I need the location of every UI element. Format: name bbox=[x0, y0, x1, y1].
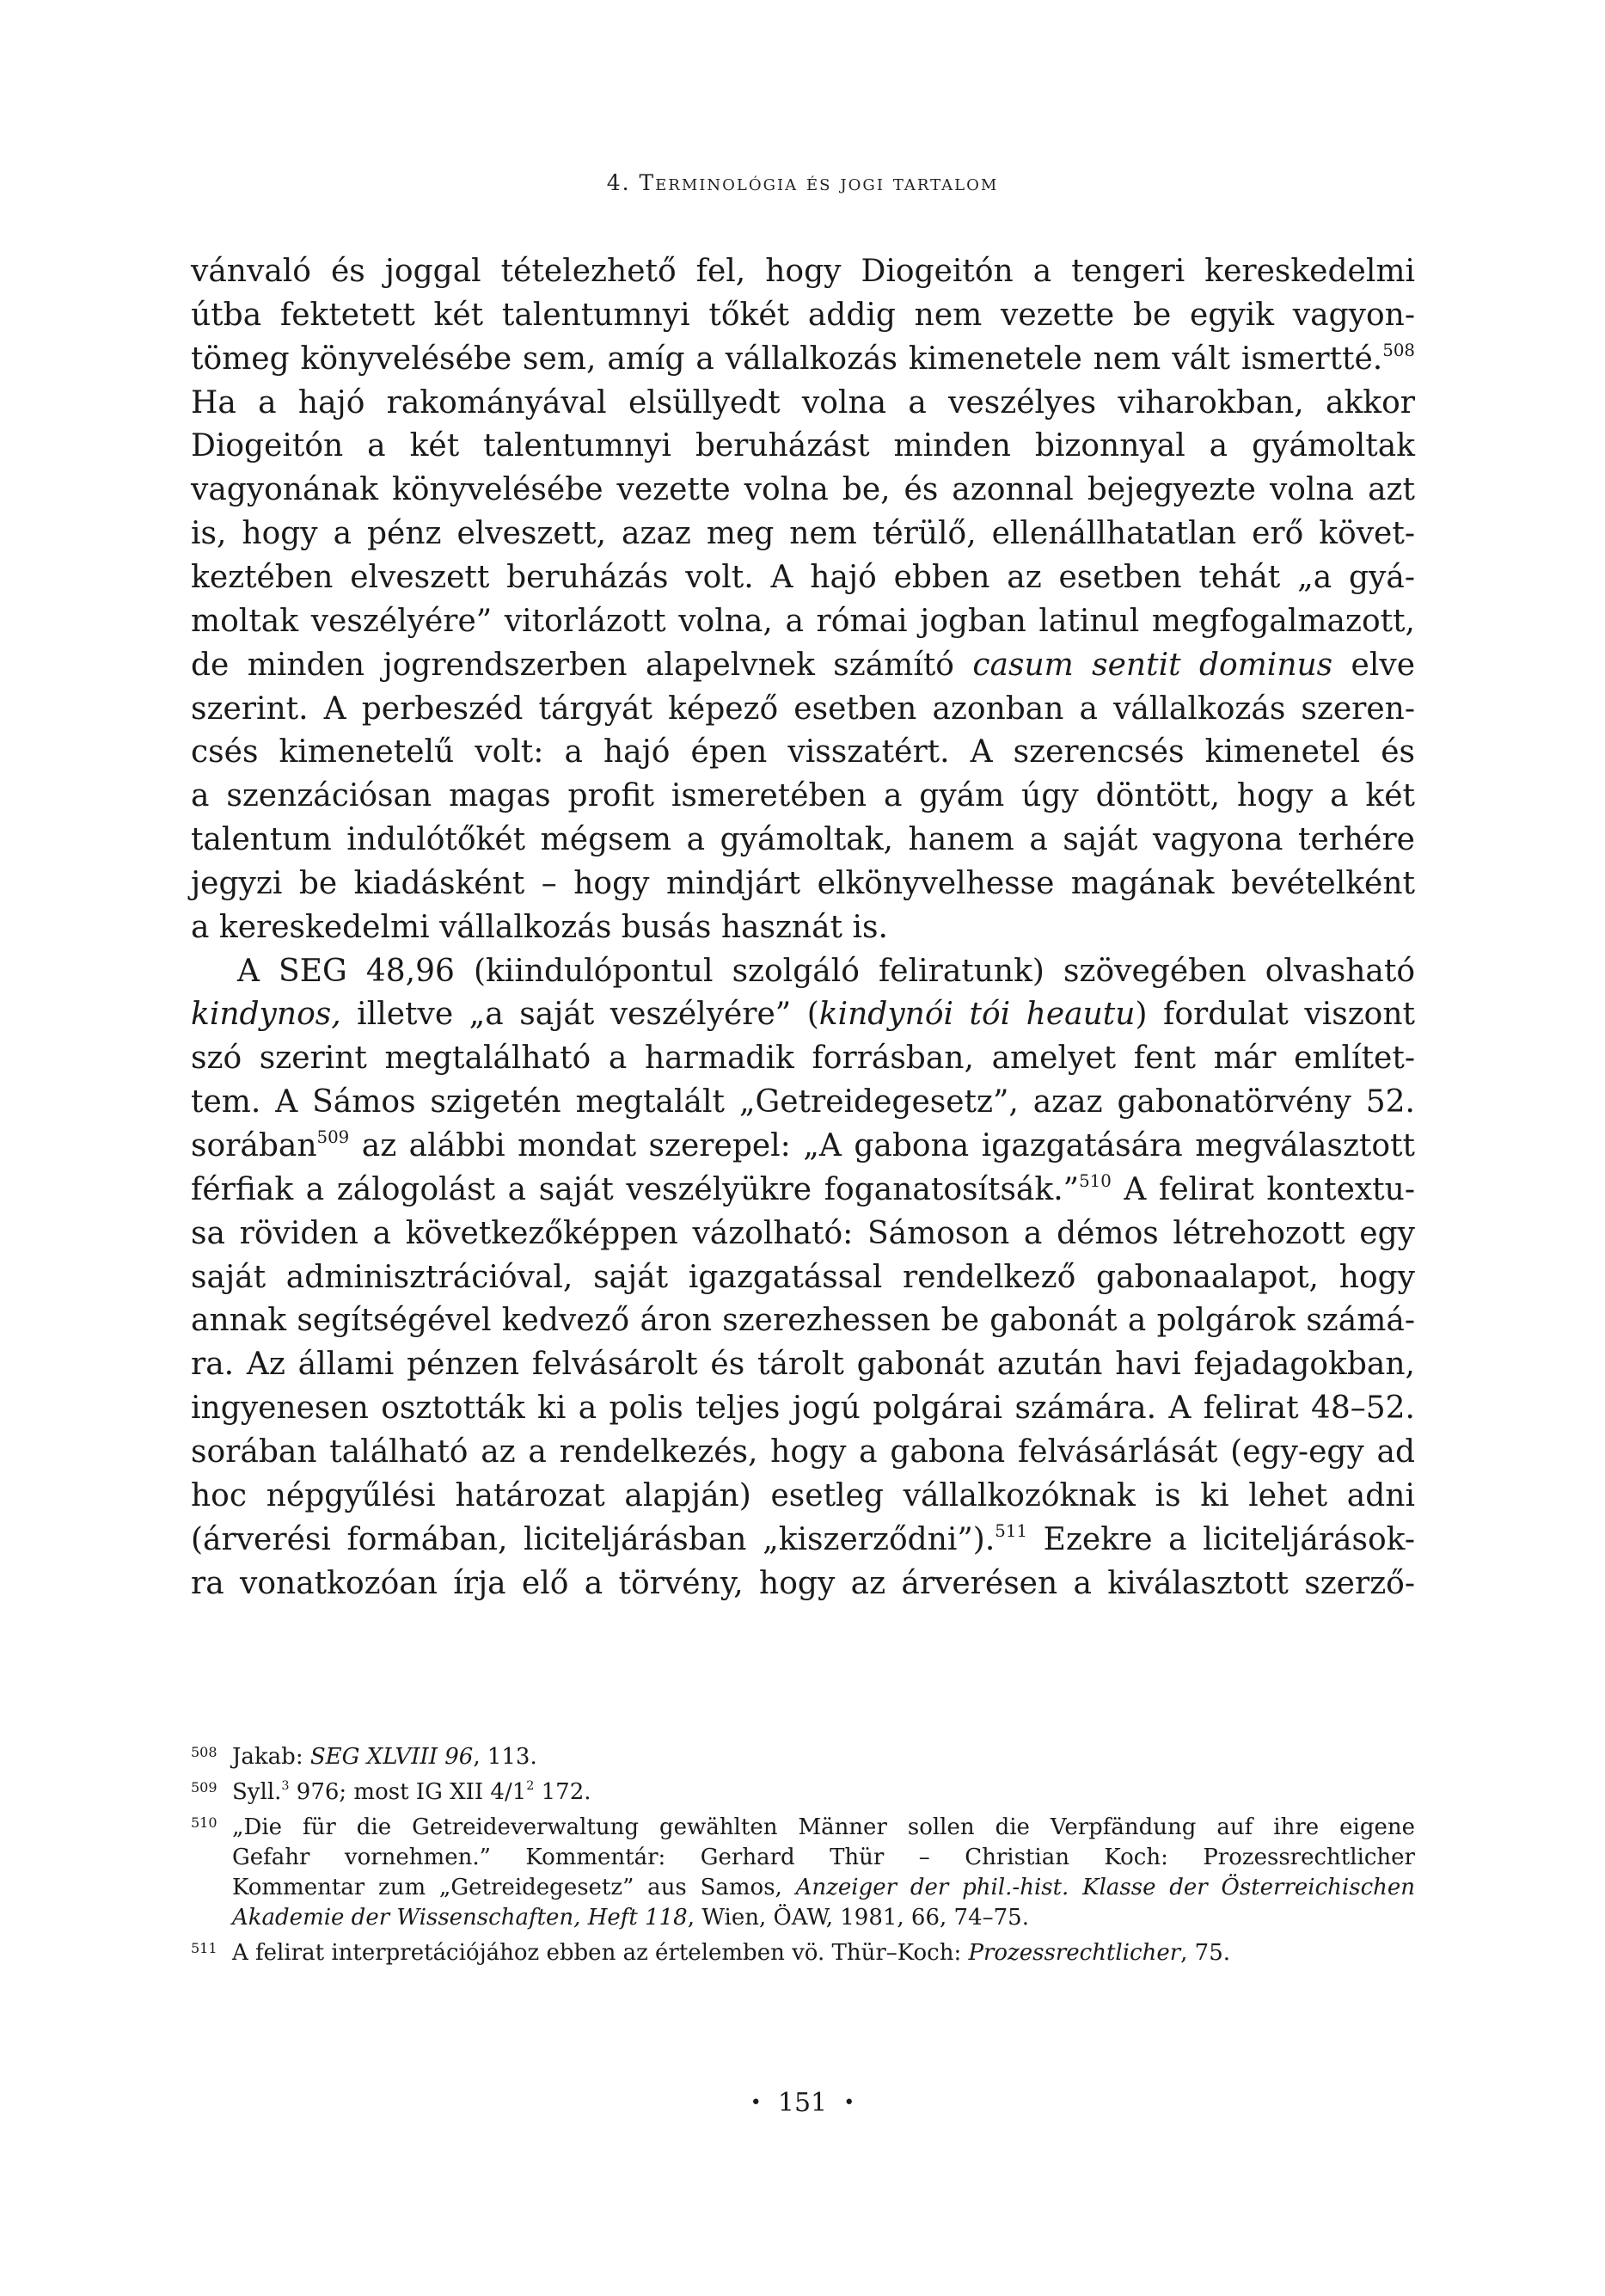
body-line: útba fektetett két talentumnyi tőkét addig nem vezette be egyik vagyon- bbox=[191, 297, 1415, 333]
footnote-line: Akademie der Wissenschaften, Heft 118, Wien, ÖAW, 1981, 66, 74–75. bbox=[232, 1905, 1029, 1931]
body-line: ra vonatkozóan írja elő a törvény, hogy az árverésen a kiválasztott szerző- bbox=[191, 1565, 1415, 1601]
body-line: (árverési formában, liciteljárásban „kiszerződni”).$^{511}$ Ezekre a liciteljárások- bbox=[191, 1520, 1415, 1557]
footnote-line: Jakab: SEG XLVIII 96, 113. bbox=[232, 1744, 537, 1770]
folio-ornament-left: • bbox=[750, 2092, 762, 2114]
body-line: sorában$^{509}$ az alábbi mondat szerepel: „A gabona igazgatására megválasztott bbox=[191, 1127, 1415, 1163]
body-line: szó szerint megtalálható a harmadik forrásban, amelyet fent már említet- bbox=[191, 1041, 1415, 1077]
body-line: a kereskedelmi vállalkozás busás hasznát is. bbox=[191, 909, 888, 945]
footnote-line: „Die für die Getreideverwaltung gewählten Männer sollen die Verpfändung auf ihre eigene bbox=[232, 1814, 1415, 1840]
body-line: kindynos, illetve „a saját veszélyére” (kindynói tói heautu) fordulat viszont bbox=[191, 997, 1415, 1033]
body-line: ra. Az állami pénzen felvásárolt és tárolt gabonát azután havi fejadagokban, bbox=[191, 1347, 1415, 1383]
page-number bbox=[0, 2086, 1605, 2123]
body-line: sorában található az a rendelkezés, hogy a gabona felvásárlását (egy-egy ad bbox=[191, 1433, 1415, 1470]
body-line: a szenzációsan magas profit ismeretében a gyám úgy döntött, hogy a két bbox=[191, 778, 1415, 814]
body-line: is, hogy a pénz elveszett, azaz meg nem térülő, ellenállhatatlan erő követ- bbox=[191, 516, 1415, 552]
footnote-line: Gefahr vornehmen.” Kommentár: Gerhard Thür – Christian Koch: Prozessrechtlicher bbox=[232, 1845, 1415, 1870]
body-line: tem. A Sámos szigetén megtalált „Getreidegesetz”, azaz gabonatörvény 52. bbox=[191, 1084, 1415, 1120]
running-head: 4. Terminológia és jogi tartalom bbox=[606, 170, 999, 195]
body-line: vagyonának könyvelésébe vezette volna be, és azonnal bejegyezte volna azt bbox=[191, 472, 1415, 508]
body-line: keztében elveszett beruházás volt. A hajó ebben az esetben tehát „a gyá- bbox=[191, 559, 1415, 595]
body-line: szerint. A perbeszéd tárgyát képező esetben azonban a vállalkozás szeren- bbox=[191, 691, 1415, 727]
body-line: sa röviden a következőképpen vázolható: Sámoson a démos létrehozott egy bbox=[191, 1215, 1415, 1251]
footnote-number: 511 bbox=[191, 1940, 217, 1956]
footnote-line: Syll.$^3$ 976; most IG XII $4/1^2$ 172. bbox=[232, 1779, 591, 1805]
body-line: jegyzi be kiadásként – hogy mindjárt elkönyvelhesse magának bevételként bbox=[191, 865, 1415, 901]
body-line: A SEG 48,96 (kiindulópontul szolgáló feliratunk) szövegében olvasható bbox=[237, 953, 1415, 989]
body-line: hoc népgyűlési határozat alapján) esetleg vállalkozóknak is ki lehet adni bbox=[191, 1477, 1415, 1513]
footnote-line: A felirat interpretációjához ebben az értelemben vö. Thür–Koch: Prozessrechtlicher, 75. bbox=[232, 1940, 1231, 1966]
body-line: tömeg könyvelésébe sem, amíg a vállalkozás kimenetele nem vált ismertté.$^{508}$ bbox=[191, 340, 1415, 377]
folio-ornament-right: • bbox=[843, 2092, 855, 2114]
footnote-number: 510 bbox=[191, 1814, 217, 1831]
page-number-value: 151 bbox=[777, 2088, 828, 2118]
body-line: ingyenesen osztották ki a polis teljes jogú polgárai számára. A felirat 48–52. bbox=[191, 1390, 1415, 1427]
body-line: moltak veszélyére” vitorlázott volna, a római jogban latinul megfogalmazott, bbox=[191, 603, 1415, 639]
body-line: vánvaló és joggal tételezhető fel, hogy Diogeitón a tengeri kereskedelmi bbox=[191, 254, 1415, 289]
body-line: talentum indulótőkét mégsem a gyámoltak, hanem a saját vagyona terhére bbox=[191, 822, 1415, 858]
body-line: Diogeitón a két talentumnyi beruházást minden bizonnyal a gyámoltak bbox=[191, 428, 1415, 464]
body-line: annak segítségével kedvező áron szerezhessen be gabonát a polgárok számá- bbox=[191, 1303, 1415, 1339]
footnote-line: Kommentar zum „Getreidegesetz” aus Samos, Anzeiger der phil.-hist. Klasse der Österreichischen bbox=[232, 1875, 1416, 1900]
body-line: saját adminisztrációval, saját igazgatással rendelkező gabonaalapot, hogy bbox=[191, 1259, 1415, 1295]
body-line: férfiak a zálogolást a saját veszélyükre foganatosítsák.”$^{510}$ A felirat kontextu- bbox=[191, 1171, 1415, 1207]
body-line: csés kimenetelű volt: a hajó épen visszatért. A szerencsés kimenetel és bbox=[191, 734, 1415, 770]
body-line: Ha a hajó rakományával elsüllyedt volna a veszélyes viharokban, akkor bbox=[191, 384, 1415, 421]
footnote-number: 508 bbox=[191, 1744, 217, 1760]
body-line: de minden jogrendszerben alapelvnek számító casum sentit dominus elve bbox=[191, 647, 1416, 683]
footnote-number: 509 bbox=[191, 1779, 217, 1796]
